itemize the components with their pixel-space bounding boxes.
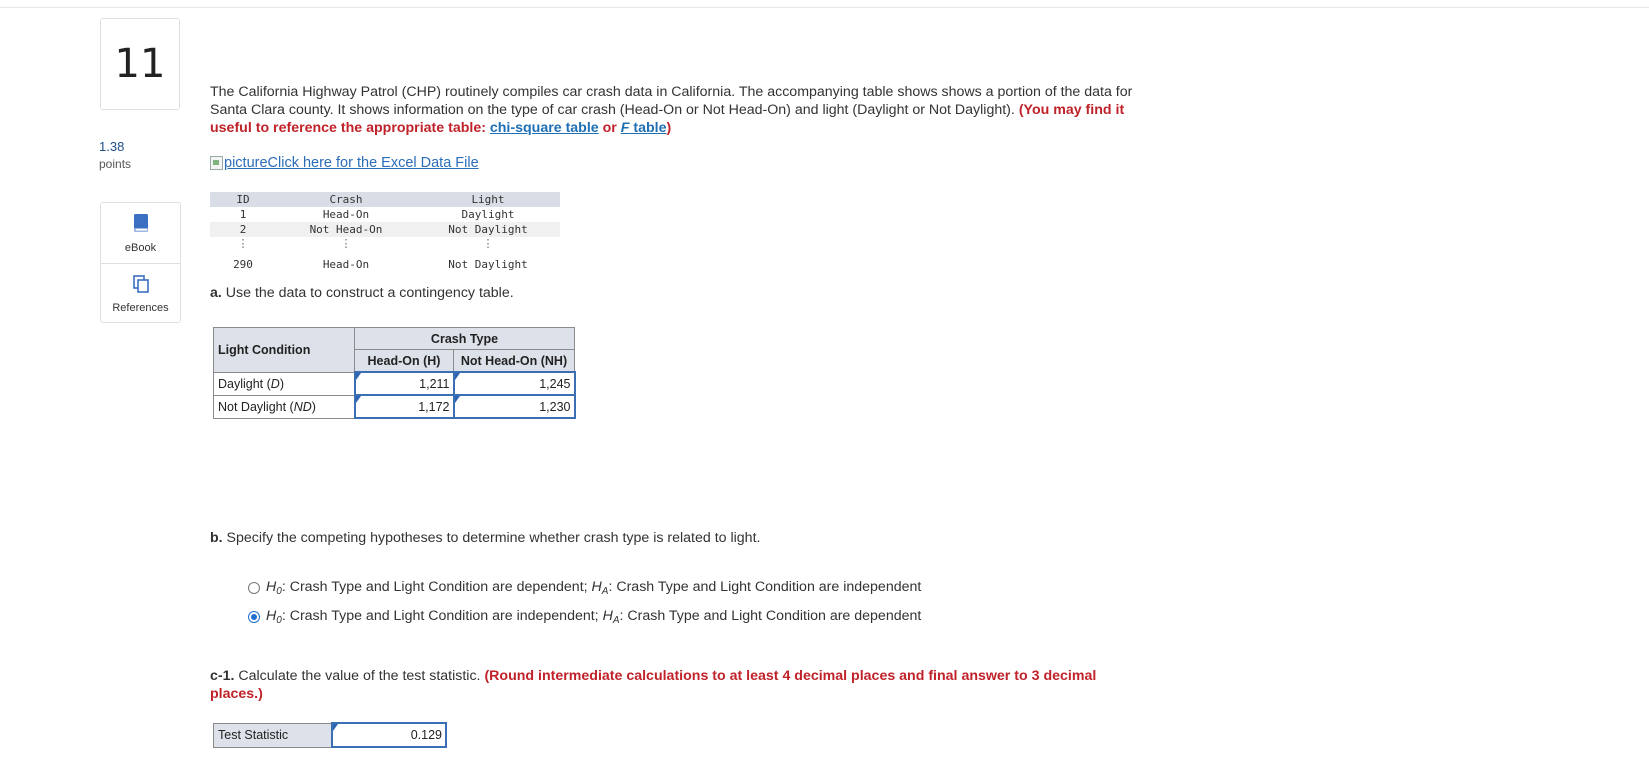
row-label-not-daylight: Not Daylight (ND) — [214, 395, 355, 418]
ellipsis: ⋮ — [482, 237, 494, 250]
raw-cell: Head-On — [322, 208, 370, 221]
ellipsis: ⋮ — [340, 237, 352, 250]
test-statistic-label: Test Statistic — [214, 723, 333, 747]
top-divider — [0, 7, 1649, 8]
ebook-button[interactable] — [101, 203, 180, 263]
raw-cell: Not Daylight — [448, 223, 528, 236]
ellipsis: ⋮ — [237, 237, 249, 250]
raw-header-id: ID — [236, 193, 250, 206]
raw-row — [210, 222, 560, 237]
col-header-not-head-on: Not Head-On (NH) — [454, 350, 575, 373]
part-c1-prompt: c-1. Calculate the value of the test statistic. (Round intermediate calculations to at least 4 decimal places and final answer to 3 decimal places.) — [210, 668, 1097, 702]
option-text: $H_0$: Crash Type and Light Condition are dependent; $H_A$: Crash Type and Light Condition are independent — [266, 579, 922, 597]
raw-ellipsis-row — [210, 237, 560, 251]
f-table-link[interactable]: F table — [620, 120, 667, 136]
excel-link-text: Click here for the Excel Data File — [267, 155, 479, 171]
raw-row — [210, 207, 560, 222]
points-value: 1.38 — [99, 139, 125, 154]
test-statistic-input[interactable]: 0.129 — [332, 723, 446, 747]
tools-panel — [100, 202, 181, 323]
references-label: References — [112, 301, 169, 314]
raw-cell: Daylight — [461, 208, 515, 221]
corner-header: Light Condition — [214, 328, 355, 373]
hypothesis-option-1[interactable] — [248, 579, 921, 597]
crash-type-header: Crash Type — [355, 328, 575, 350]
question-number: 11 — [100, 18, 180, 110]
raw-row — [210, 251, 560, 271]
raw-cell: 2 — [239, 223, 247, 236]
book-icon — [133, 213, 149, 238]
contingency-table — [213, 327, 576, 419]
intro-text: The California Highway Patrol (CHP) routinely compiles car crash data in California. The accompanying table shows shows a portion of the data for Santa Clara county. It shows information on the type of car crash (Head-On or Not Head-On) and light (Daylight or Not Daylight). — [210, 84, 1133, 118]
reference-note: (You may find it useful to reference the appropriate table: chi-square table or F table) — [210, 102, 1125, 136]
raw-cell: 1 — [239, 208, 247, 221]
radio-button-selected[interactable] — [248, 611, 260, 623]
table-row — [214, 395, 575, 418]
hypothesis-option-2[interactable] — [248, 608, 921, 626]
picture-icon — [210, 156, 223, 170]
raw-header-light: Light — [471, 193, 505, 206]
references-button[interactable] — [101, 263, 180, 324]
col-header-head-on: Head-On (H) — [355, 350, 454, 373]
cell-input-d-h[interactable]: 1,211 — [355, 372, 454, 395]
raw-header-row — [210, 192, 560, 207]
points-label: points — [99, 157, 132, 171]
ebook-label: eBook — [124, 241, 157, 254]
excel-link-alt: picture — [224, 155, 268, 171]
test-statistic-table — [213, 722, 447, 748]
part-a-prompt: a. Use the data to construct a contingency table. — [210, 285, 514, 301]
question-intro — [210, 83, 1160, 137]
raw-cell: Not Head-On — [309, 223, 383, 236]
option-text: $H_0$: Crash Type and Light Condition are independent; $H_A$: Crash Type and Light Condition are dependent — [266, 608, 922, 626]
excel-data-link[interactable] — [210, 155, 479, 171]
cell-input-d-nh[interactable]: 1,245 — [454, 372, 575, 395]
raw-data-table — [210, 192, 560, 271]
row-label-daylight: Daylight (D) — [214, 372, 355, 395]
copy-icon — [133, 275, 149, 298]
chi-square-table-link[interactable]: chi-square table — [489, 120, 599, 136]
cell-input-nd-nh[interactable]: 1,230 — [454, 395, 575, 418]
raw-cell: 290 — [233, 258, 253, 271]
rounding-note: (Round intermediate calculations to at least 4 decimal places and final answer to 3 decimal places.) — [210, 668, 1097, 702]
cell-input-nd-h[interactable]: 1,172 — [355, 395, 454, 418]
raw-cell: Head-On — [322, 258, 370, 271]
part-b-prompt: b. Specify the competing hypotheses to determine whether crash type is related to light. — [210, 530, 761, 546]
radio-button[interactable] — [248, 582, 260, 594]
raw-cell: Not Daylight — [448, 258, 528, 271]
raw-header-crash: Crash — [329, 193, 363, 206]
table-row — [214, 372, 575, 395]
